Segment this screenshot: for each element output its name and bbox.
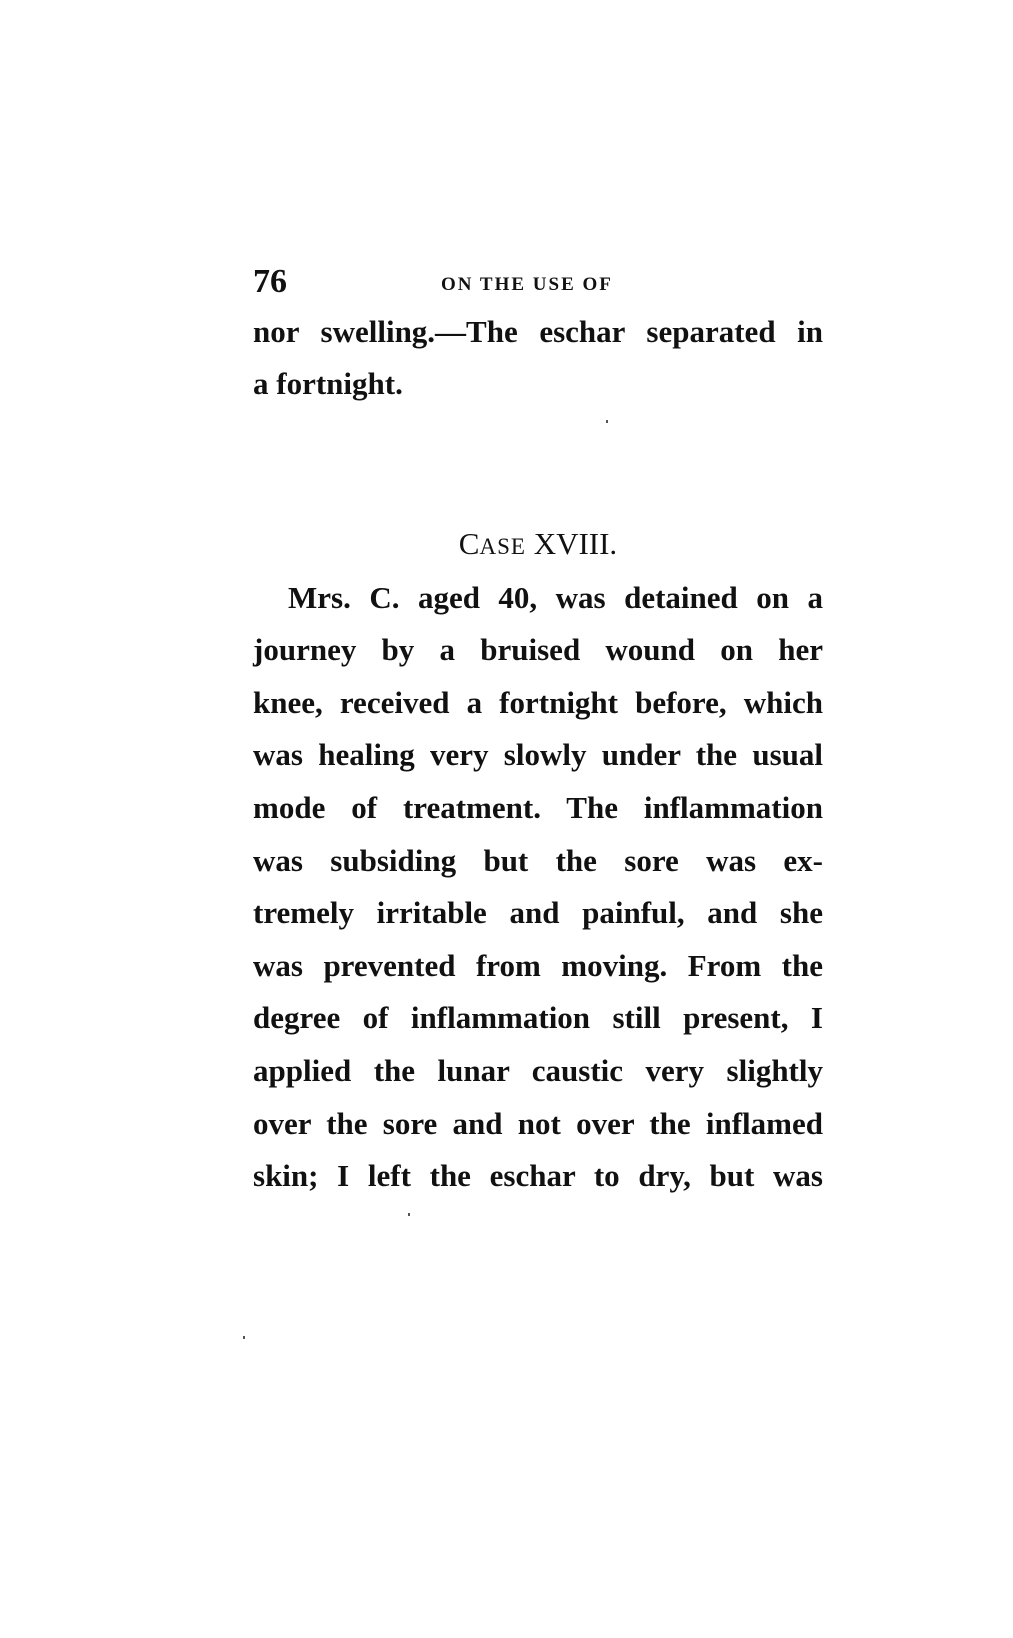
text-line: was healing very slowly under the usual xyxy=(253,737,823,772)
scan-speck xyxy=(243,1336,245,1339)
case-number: XVIII. xyxy=(533,526,618,561)
case-heading xyxy=(253,524,823,567)
text-line: degree of inflammation still present, I xyxy=(253,1000,823,1035)
case-heading-small-caps: ASE xyxy=(479,534,526,559)
running-title: ON THE USE OF xyxy=(441,274,613,295)
text-line: a fortnight. xyxy=(253,366,403,401)
running-head xyxy=(253,262,823,302)
text-line: journey by a bruised wound on her xyxy=(253,632,823,667)
scan-speck xyxy=(606,420,608,423)
text-line: applied the lunar caustic very slightly xyxy=(253,1053,823,1088)
text-line: knee, received a fortnight before, which xyxy=(253,685,823,720)
text-line: Mrs. C. aged 40, was detained on a xyxy=(288,580,823,615)
text-line: mode of treatment. The inflammation xyxy=(253,790,823,825)
page-number: 76 xyxy=(253,263,287,300)
scan-speck xyxy=(408,1213,410,1216)
text-line: skin; I left the eschar to dry, but was xyxy=(253,1158,823,1193)
text-line: over the sore and not over the inflamed xyxy=(253,1106,823,1141)
text-line: nor swelling.—The eschar separated in xyxy=(253,314,823,349)
text-line: was prevented from moving. From the xyxy=(253,948,823,983)
text-line: tremely irritable and painful, and she xyxy=(253,895,823,930)
text-line: was subsiding but the sore was ex- xyxy=(253,843,823,878)
case-heading-initial: C xyxy=(458,526,480,561)
